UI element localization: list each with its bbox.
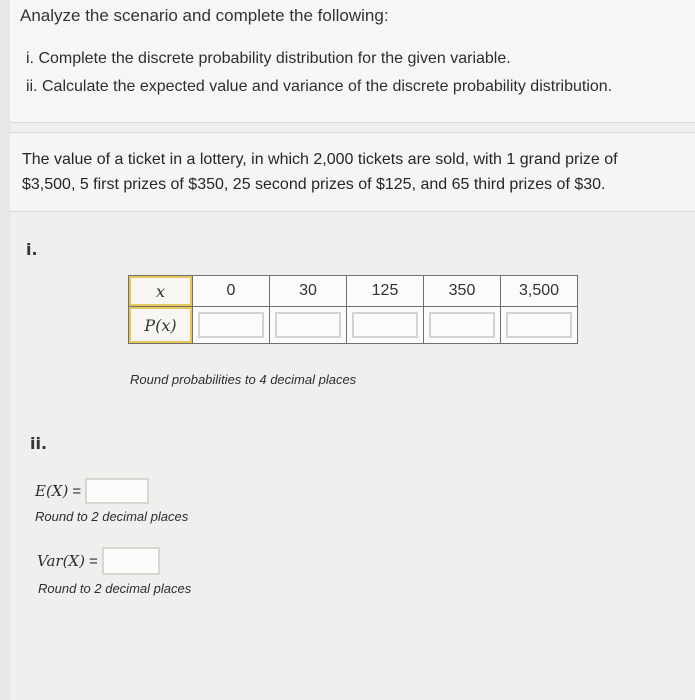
instructions-header — [10, 0, 695, 123]
variance-input[interactable] — [102, 547, 160, 575]
variance-round-note: Round to 2 decimal places — [38, 581, 192, 596]
p-row — [129, 307, 578, 344]
expected-value-input[interactable] — [85, 478, 149, 504]
equals-sign: = — [88, 552, 98, 570]
problem-box — [10, 132, 695, 212]
x-value-cell: 0 — [193, 276, 270, 307]
x-header: x — [155, 281, 166, 301]
p-input-350[interactable] — [429, 312, 495, 338]
part-ii-label: ii. — [30, 434, 48, 453]
p-input-3500[interactable] — [506, 312, 572, 338]
p-cell — [193, 307, 270, 344]
p-input-0[interactable] — [198, 312, 264, 338]
x-value-cell: 30 — [270, 276, 347, 307]
p-input-30[interactable] — [275, 312, 341, 338]
p-cell — [501, 307, 578, 344]
probability-round-note: Round probabilities to 4 decimal places — [130, 372, 357, 387]
variance-row — [37, 547, 160, 575]
p-cell — [424, 307, 501, 344]
step-2: ii. Calculate the expected value and variance of the discrete probability distribution. — [26, 78, 613, 95]
p-header: P(x) — [144, 315, 177, 335]
intro-text: Analyze the scenario and complete the following: — [20, 6, 389, 25]
equals-sign: = — [72, 482, 82, 500]
x-value-cell: 125 — [347, 276, 424, 307]
step-1: i. Complete the discrete probability distribution for the given variable. — [26, 50, 511, 67]
distribution-table — [128, 275, 578, 344]
expected-value-row — [35, 478, 149, 504]
x-value-cell: 350 — [424, 276, 501, 307]
p-cell — [347, 307, 424, 344]
x-header-cell — [129, 276, 193, 307]
p-cell — [270, 307, 347, 344]
problem-text: The value of a ticket in a lottery, in which 2,000 tickets are sold, with 1 grand prize of $3,500, 5 first prizes of $350, 25 second prizes of $125, and 65 third prizes of $30. — [22, 151, 618, 193]
variance-label: Var(X) — [37, 552, 85, 570]
part-i-label: i. — [26, 240, 38, 259]
x-row — [129, 276, 578, 307]
expected-value-round-note: Round to 2 decimal places — [35, 509, 189, 524]
p-header-cell — [129, 307, 193, 344]
x-value-cell: 3,500 — [501, 276, 578, 307]
step-list — [26, 50, 612, 106]
p-input-125[interactable] — [352, 312, 418, 338]
question-panel — [10, 0, 695, 700]
expected-value-label: E(X) — [35, 482, 69, 500]
